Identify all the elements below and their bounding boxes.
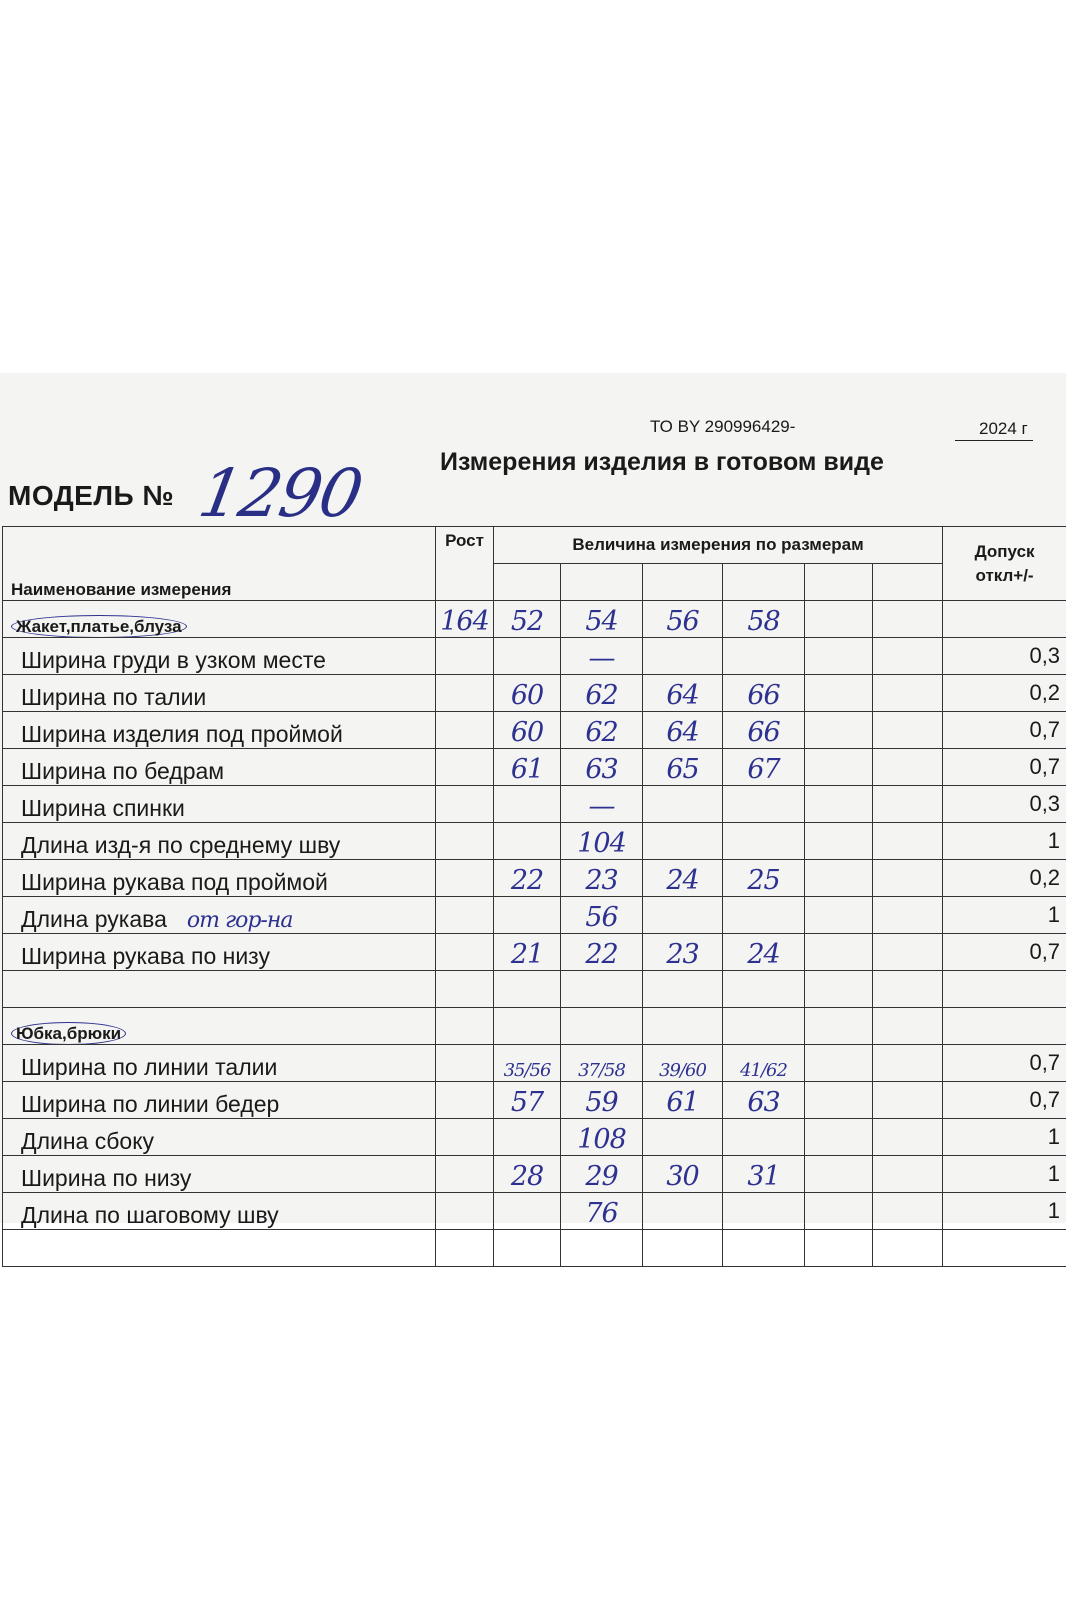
empty-cell [805, 1156, 873, 1193]
empty-cell [805, 971, 873, 1008]
empty-cell [805, 712, 873, 749]
row-tolerance: 0,2 [943, 860, 1066, 897]
empty-cell [3, 1230, 436, 1267]
empty-cell [943, 601, 1066, 638]
empty-cell [436, 823, 494, 860]
table-row [3, 675, 1066, 712]
empty-cell [805, 897, 873, 934]
empty-cell [494, 971, 561, 1008]
section-title [3, 1008, 436, 1045]
size-value: 52 [494, 601, 561, 638]
row-name [3, 897, 436, 934]
empty-cell [873, 786, 943, 823]
table-row [3, 897, 1066, 934]
size-slot [723, 564, 805, 601]
row-tolerance: 0,3 [943, 638, 1066, 675]
size-value: 56 [643, 601, 723, 638]
table-row [3, 1193, 1066, 1230]
row-value: 66 [723, 712, 805, 749]
header-sizes: Величина измерения по размерам [494, 527, 943, 564]
table-row [3, 1156, 1066, 1193]
empty-cell [436, 638, 494, 675]
year-label: 2024 г [955, 419, 1033, 441]
row-note-handwritten: от гор-на [186, 908, 293, 933]
row-value: 60 [494, 675, 561, 712]
measurement-table [2, 526, 1066, 1267]
row-value [643, 1119, 723, 1156]
empty-cell [561, 1230, 643, 1267]
empty-cell [805, 934, 873, 971]
section-title-text: Юбка,брюки [11, 1022, 126, 1045]
empty-cell [436, 1156, 494, 1193]
header-measurement-name: Наименование измерения [3, 527, 436, 601]
row-name: Длина изд-я по среднему шву [3, 823, 436, 860]
empty-cell [805, 749, 873, 786]
empty-cell [436, 934, 494, 971]
table-header-row-1 [3, 527, 1066, 564]
to-number: ТО BY 290996429- [650, 417, 796, 436]
row-value: 24 [723, 934, 805, 971]
row-value: 37/58 [561, 1045, 643, 1082]
empty-cell [873, 1119, 943, 1156]
empty-cell [436, 675, 494, 712]
row-value [723, 1193, 805, 1230]
section-row-jacket [3, 601, 1066, 638]
row-value [723, 897, 805, 934]
row-name: Ширина спинки [3, 786, 436, 823]
empty-cell [494, 1008, 561, 1045]
table-row [3, 860, 1066, 897]
empty-cell [805, 1008, 873, 1045]
empty-cell [943, 1008, 1066, 1045]
row-value [643, 638, 723, 675]
empty-cell [805, 601, 873, 638]
empty-cell [873, 823, 943, 860]
row-name: Ширина груди в узком месте [3, 638, 436, 675]
row-name: Длина сбоку [3, 1119, 436, 1156]
table-row [3, 749, 1066, 786]
row-name: Ширина по низу [3, 1156, 436, 1193]
row-value: 22 [561, 934, 643, 971]
row-value: 31 [723, 1156, 805, 1193]
row-value: 22 [494, 860, 561, 897]
row-value [723, 638, 805, 675]
empty-cell [805, 1193, 873, 1230]
row-value: 41/62 [723, 1045, 805, 1082]
row-value: 21 [494, 934, 561, 971]
size-slot [643, 564, 723, 601]
row-name: Длина по шаговому шву [3, 1193, 436, 1230]
empty-cell [873, 1082, 943, 1119]
row-name: Ширина по линии талии [3, 1045, 436, 1082]
empty-cell [943, 971, 1066, 1008]
row-value: 56 [561, 897, 643, 934]
row-value: 24 [643, 860, 723, 897]
empty-cell [805, 1119, 873, 1156]
row-name-text: Длина рукава [21, 906, 167, 932]
row-name: Ширина рукава по низу [3, 934, 436, 971]
table-row [3, 823, 1066, 860]
measurement-sheet [0, 373, 1066, 1229]
empty-cell [805, 1045, 873, 1082]
size-slot [561, 564, 643, 601]
row-tolerance: 1 [943, 823, 1066, 860]
row-value: 108 [561, 1119, 643, 1156]
table-row [3, 786, 1066, 823]
empty-cell [436, 1008, 494, 1045]
row-value [643, 786, 723, 823]
empty-cell [561, 971, 643, 1008]
empty-cell [436, 1082, 494, 1119]
empty-cell [436, 1193, 494, 1230]
table-row [3, 712, 1066, 749]
empty-cell [643, 1008, 723, 1045]
row-value: 61 [643, 1082, 723, 1119]
row-name: Ширина по талии [3, 675, 436, 712]
row-value [494, 823, 561, 860]
row-value: — [561, 638, 643, 675]
empty-cell [873, 638, 943, 675]
empty-cell [873, 1045, 943, 1082]
section-row-skirt [3, 1008, 1066, 1045]
header-tolerance [943, 527, 1066, 601]
size-value: 54 [561, 601, 643, 638]
table-row [3, 934, 1066, 971]
empty-cell [805, 860, 873, 897]
row-value: 28 [494, 1156, 561, 1193]
empty-cell [723, 971, 805, 1008]
empty-cell [805, 1230, 873, 1267]
empty-cell [561, 1008, 643, 1045]
empty-cell [643, 971, 723, 1008]
row-value: 35/56 [494, 1045, 561, 1082]
empty-cell [436, 786, 494, 823]
row-value [494, 638, 561, 675]
document-title: Измерения изделия в готовом виде [440, 448, 884, 476]
empty-cell [723, 1230, 805, 1267]
empty-cell [943, 1230, 1066, 1267]
empty-cell [873, 675, 943, 712]
row-tolerance: 1 [943, 1193, 1066, 1230]
row-value: 67 [723, 749, 805, 786]
table-row [3, 1082, 1066, 1119]
empty-cell [805, 823, 873, 860]
empty-cell [873, 712, 943, 749]
empty-cell [873, 860, 943, 897]
model-number-handwritten: 1290 [193, 455, 367, 532]
empty-cell [873, 601, 943, 638]
row-value: 62 [561, 712, 643, 749]
empty-cell [873, 1008, 943, 1045]
row-value: 29 [561, 1156, 643, 1193]
row-value: 61 [494, 749, 561, 786]
table-row [3, 1045, 1066, 1082]
empty-cell [873, 1193, 943, 1230]
empty-cell [873, 1156, 943, 1193]
row-value: 59 [561, 1082, 643, 1119]
row-tolerance: 0,2 [943, 675, 1066, 712]
empty-cell [805, 786, 873, 823]
empty-cell [643, 1230, 723, 1267]
row-tolerance: 1 [943, 1119, 1066, 1156]
row-value: 60 [494, 712, 561, 749]
row-value [643, 897, 723, 934]
row-name: Ширина по линии бедер [3, 1082, 436, 1119]
empty-cell [436, 860, 494, 897]
row-value: 65 [643, 749, 723, 786]
row-value: — [561, 786, 643, 823]
row-value: 76 [561, 1193, 643, 1230]
row-value [723, 786, 805, 823]
section-title [3, 601, 436, 638]
size-value: 58 [723, 601, 805, 638]
row-value [643, 1193, 723, 1230]
height-value: 164 [436, 601, 494, 638]
table-row [3, 1119, 1066, 1156]
row-value: 63 [561, 749, 643, 786]
row-value: 23 [643, 934, 723, 971]
row-tolerance: 1 [943, 1156, 1066, 1193]
empty-cell [873, 897, 943, 934]
empty-cell [873, 971, 943, 1008]
empty-cell [723, 1008, 805, 1045]
row-value: 64 [643, 712, 723, 749]
size-slot [805, 564, 873, 601]
row-value: 62 [561, 675, 643, 712]
size-slot [494, 564, 561, 601]
row-value [494, 897, 561, 934]
row-value: 25 [723, 860, 805, 897]
empty-row [3, 971, 1066, 1008]
row-tolerance: 0,7 [943, 712, 1066, 749]
empty-row [3, 1230, 1066, 1267]
row-tolerance: 0,3 [943, 786, 1066, 823]
empty-cell [805, 675, 873, 712]
empty-cell [436, 1045, 494, 1082]
row-value: 104 [561, 823, 643, 860]
size-slot [873, 564, 943, 601]
empty-cell [494, 1230, 561, 1267]
empty-cell [3, 971, 436, 1008]
row-tolerance: 0,7 [943, 1045, 1066, 1082]
row-tolerance: 0,7 [943, 1082, 1066, 1119]
header-height: Рост [436, 527, 494, 601]
header-tolerance-line1: Допуск [974, 541, 1035, 561]
table-row [3, 638, 1066, 675]
row-value [494, 786, 561, 823]
row-tolerance: 0,7 [943, 749, 1066, 786]
row-value: 30 [643, 1156, 723, 1193]
empty-cell [436, 971, 494, 1008]
empty-cell [805, 638, 873, 675]
row-value: 66 [723, 675, 805, 712]
row-value: 57 [494, 1082, 561, 1119]
row-value [723, 1119, 805, 1156]
row-value [723, 823, 805, 860]
empty-cell [873, 934, 943, 971]
empty-cell [436, 1230, 494, 1267]
empty-cell [873, 1230, 943, 1267]
row-value: 63 [723, 1082, 805, 1119]
row-tolerance: 1 [943, 897, 1066, 934]
row-value: 39/60 [643, 1045, 723, 1082]
row-name: Ширина изделия под проймой [3, 712, 436, 749]
model-label: МОДЕЛЬ № [8, 480, 175, 511]
row-value [643, 823, 723, 860]
section-title-text: Жакет,платье,блуза [11, 615, 187, 638]
header-tolerance-line2: откл+/- [975, 565, 1034, 585]
empty-cell [805, 1082, 873, 1119]
row-value: 64 [643, 675, 723, 712]
empty-cell [436, 749, 494, 786]
row-name: Ширина рукава под проймой [3, 860, 436, 897]
row-name: Ширина по бедрам [3, 749, 436, 786]
row-tolerance: 0,7 [943, 934, 1066, 971]
empty-cell [436, 1119, 494, 1156]
empty-cell [436, 712, 494, 749]
row-value: 23 [561, 860, 643, 897]
row-value [494, 1193, 561, 1230]
row-value [494, 1119, 561, 1156]
empty-cell [436, 897, 494, 934]
empty-cell [873, 749, 943, 786]
